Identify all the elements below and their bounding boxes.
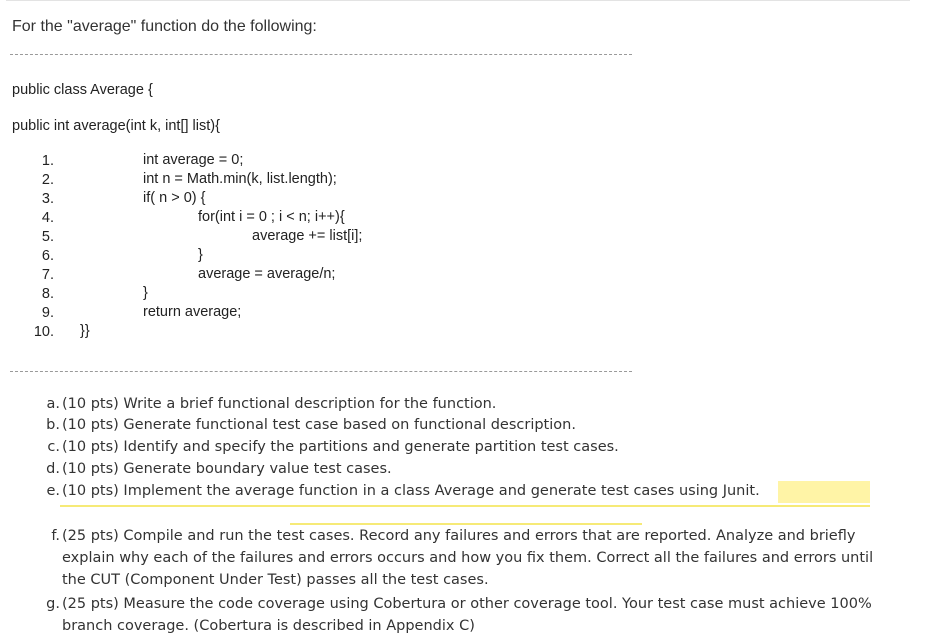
line-number: 9.	[41, 305, 54, 321]
code-line: average += list[i];	[252, 228, 363, 244]
highlight-mark	[290, 523, 642, 525]
code-line: return average;	[143, 304, 242, 320]
code-line: if( n > 0) {	[143, 190, 206, 206]
task-g-text-line-2: branch coverage. (Cobertura is described in Appendix C)	[62, 618, 475, 634]
line-number: 4.	[41, 210, 54, 226]
task-g-marker: g.	[46, 596, 60, 612]
dashed-divider-bottom	[10, 371, 632, 372]
line-number: 6.	[41, 248, 54, 264]
line-number: 7.	[41, 267, 54, 283]
intro-text: For the "average" function do the following:	[12, 18, 317, 35]
line-number: 5.	[41, 229, 54, 245]
code-line: int n = Math.min(k, list.length);	[143, 171, 337, 187]
code-line: }	[198, 247, 203, 263]
task-b-marker: b.	[46, 417, 60, 433]
class-declaration: public class Average {	[12, 82, 153, 98]
task-f-marker: f.	[51, 528, 60, 544]
task-e-text: (10 pts) Implement the average function in a class Average and generate test cases using Junit.	[62, 483, 760, 499]
line-number: 10.	[33, 324, 54, 340]
line-number: 3.	[41, 191, 54, 207]
code-line: average = average/n;	[198, 266, 336, 282]
highlight-mark	[60, 505, 870, 507]
code-line: for(int i = 0 ; i < n; i++){	[198, 209, 345, 225]
top-divider	[6, 0, 910, 4]
task-f-text-line-1: (25 pts) Compile and run the test cases. Record any failures and errors that are reported. Analyze and briefly	[62, 528, 856, 544]
task-e-marker: e.	[46, 483, 60, 499]
line-number: 1.	[41, 153, 54, 169]
task-c-marker: c.	[47, 439, 60, 455]
task-g-text-line-1: (25 pts) Measure the code coverage using Cobertura or other coverage tool. Your test case must achieve 100%	[62, 596, 872, 612]
line-number: 8.	[41, 286, 54, 302]
code-line: int average = 0;	[143, 152, 244, 168]
task-f-text-line-2: explain why each of the failures and errors occurs and how you fix them. Correct all the failures and errors until	[62, 550, 874, 566]
code-line: }}	[80, 323, 90, 339]
task-d-text: (10 pts) Generate boundary value test cases.	[62, 461, 392, 477]
code-line: }	[143, 285, 148, 301]
task-c-text: (10 pts) Identify and specify the partitions and generate partition test cases.	[62, 439, 619, 455]
task-a-text: (10 pts) Write a brief functional description for the function.	[62, 396, 497, 412]
method-declaration: public int average(int k, int[] list){	[12, 118, 220, 134]
line-number: 2.	[41, 172, 54, 188]
highlight-mark	[778, 481, 870, 503]
task-d-marker: d.	[46, 461, 60, 477]
dashed-divider-top	[10, 54, 632, 55]
task-f-text-line-3: the CUT (Component Under Test) passes all the test cases.	[62, 572, 489, 588]
task-a-marker: a.	[46, 396, 60, 412]
task-b-text: (10 pts) Generate functional test case based on functional description.	[62, 417, 576, 433]
